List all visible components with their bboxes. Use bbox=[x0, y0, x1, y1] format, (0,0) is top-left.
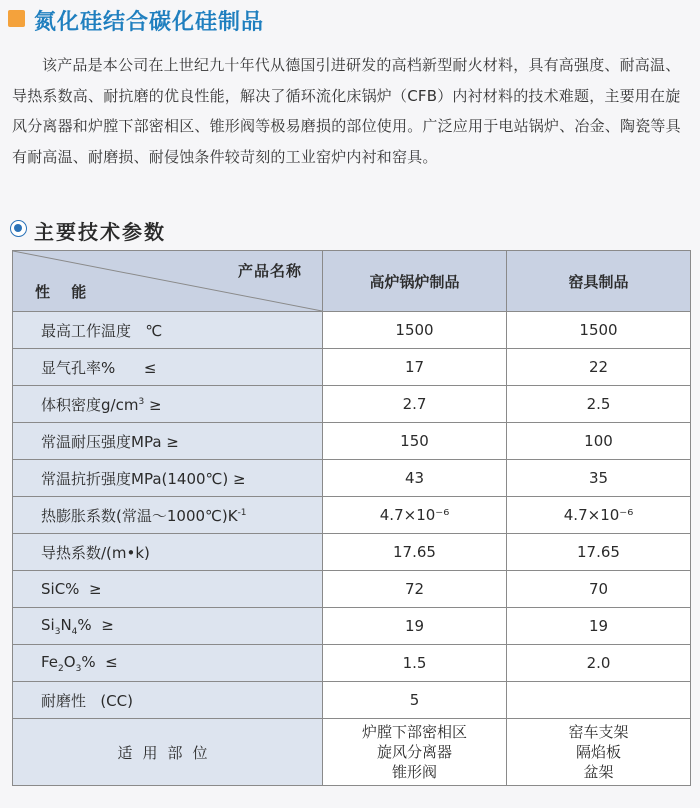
application-item: 旋风分离器 bbox=[376, 743, 452, 761]
table-header-row bbox=[13, 251, 691, 312]
table-row bbox=[13, 423, 691, 460]
value-cell: 19 bbox=[323, 608, 507, 645]
application-item: 盆架 bbox=[583, 763, 614, 781]
intro-paragraph bbox=[12, 50, 688, 172]
value-cell: 1.5 bbox=[323, 645, 507, 682]
table-row bbox=[13, 349, 691, 386]
application-item: 锥形阀 bbox=[391, 763, 437, 781]
table-row-application bbox=[13, 719, 691, 786]
value-cell: 19 bbox=[507, 608, 691, 645]
value-cell: 4.7×10⁻⁶ bbox=[507, 497, 691, 534]
table-row bbox=[13, 608, 691, 645]
application-item: 隔焰板 bbox=[575, 743, 621, 761]
value-cell: 150 bbox=[323, 423, 507, 460]
table-row bbox=[13, 497, 691, 534]
prop-expansion: 热膨胀系数(常温$\sim 1000℃)K^{-1}$ bbox=[13, 497, 323, 534]
value-cell: 2.5 bbox=[507, 386, 691, 423]
prop-application: 适用部位 bbox=[13, 719, 323, 786]
prop-sic: SiC% ≥ bbox=[13, 571, 323, 608]
prop-conductivity: 导热系数/(m•k) bbox=[13, 534, 323, 571]
value-cell: 43 bbox=[323, 460, 507, 497]
value-cell bbox=[507, 682, 691, 719]
table-row bbox=[13, 460, 691, 497]
value-cell: 17 bbox=[323, 349, 507, 386]
value-cell: 72 bbox=[323, 571, 507, 608]
header-diagonal-cell bbox=[13, 251, 323, 312]
value-cell: 2.0 bbox=[507, 645, 691, 682]
table-row bbox=[13, 386, 691, 423]
prop-compressive: 常温耐压强度MPa ≥ bbox=[13, 423, 323, 460]
prop-max-temp: 最高工作温度 ℃ bbox=[13, 312, 323, 349]
value-cell: 2.7 bbox=[323, 386, 507, 423]
value-cell: 100 bbox=[507, 423, 691, 460]
value-cell: 17.65 bbox=[507, 534, 691, 571]
application-item: 窑车支架 bbox=[568, 723, 629, 741]
table-row bbox=[13, 682, 691, 719]
application-kiln bbox=[507, 719, 691, 786]
header-property: 性 能 bbox=[35, 283, 95, 301]
value-cell: 5 bbox=[323, 682, 507, 719]
header-col-kiln: 窑具制品 bbox=[507, 251, 691, 312]
value-cell: 1500 bbox=[323, 312, 507, 349]
prop-flexural: 常温抗折强度MPa(1400℃) ≥ bbox=[13, 460, 323, 497]
prop-si3n4: $Si_3N_4\%$ ≥ bbox=[13, 608, 323, 645]
application-boiler bbox=[323, 719, 507, 786]
value-cell: 4.7×10⁻⁶ bbox=[323, 497, 507, 534]
table-row bbox=[13, 645, 691, 682]
spec-table bbox=[12, 250, 691, 786]
table-row bbox=[13, 534, 691, 571]
prop-porosity: 显气孔率% ≤ bbox=[13, 349, 323, 386]
title-bar bbox=[0, 4, 700, 34]
application-item: 炉膛下部密相区 bbox=[361, 723, 467, 741]
title-square-icon bbox=[8, 10, 25, 27]
page-title: 氮化硅结合碳化硅制品 bbox=[34, 10, 265, 35]
value-cell: 1500 bbox=[507, 312, 691, 349]
table-row bbox=[13, 571, 691, 608]
intro-text: 该产品是本公司在上世纪九十年代从德国引进研发的高档新型耐火材料，具有高强度、耐高温、导热系数高、耐抗磨的优良性能，解决了循环流化床锅炉（CFB）内衬材料的技术难题，主要用在旋风分离器和炉膛下部密相区、锥形阀等极易磨损的部位使用。广泛应用于电站锅炉、冶金、陶瓷等具有耐高温、耐磨损、耐侵蚀条件较苛刻的工业窑炉内衬和窑具。 bbox=[12, 56, 681, 166]
value-cell: 22 bbox=[507, 349, 691, 386]
value-cell: 35 bbox=[507, 460, 691, 497]
section-title: 主要技术参数 bbox=[34, 220, 166, 244]
header-col-boiler: 高炉锅炉制品 bbox=[323, 251, 507, 312]
header-product-name: 产品名称 bbox=[237, 262, 302, 280]
value-cell: 70 bbox=[507, 571, 691, 608]
bullet-circle-icon bbox=[10, 220, 27, 237]
prop-wear: 耐磨性 (CC) bbox=[13, 682, 323, 719]
prop-fe2o3: $Fe_2O_3\%$ ≤ bbox=[13, 645, 323, 682]
table-row bbox=[13, 312, 691, 349]
value-cell: 17.65 bbox=[323, 534, 507, 571]
prop-density: 体积密度$g/cm^3$ ≥ bbox=[13, 386, 323, 423]
